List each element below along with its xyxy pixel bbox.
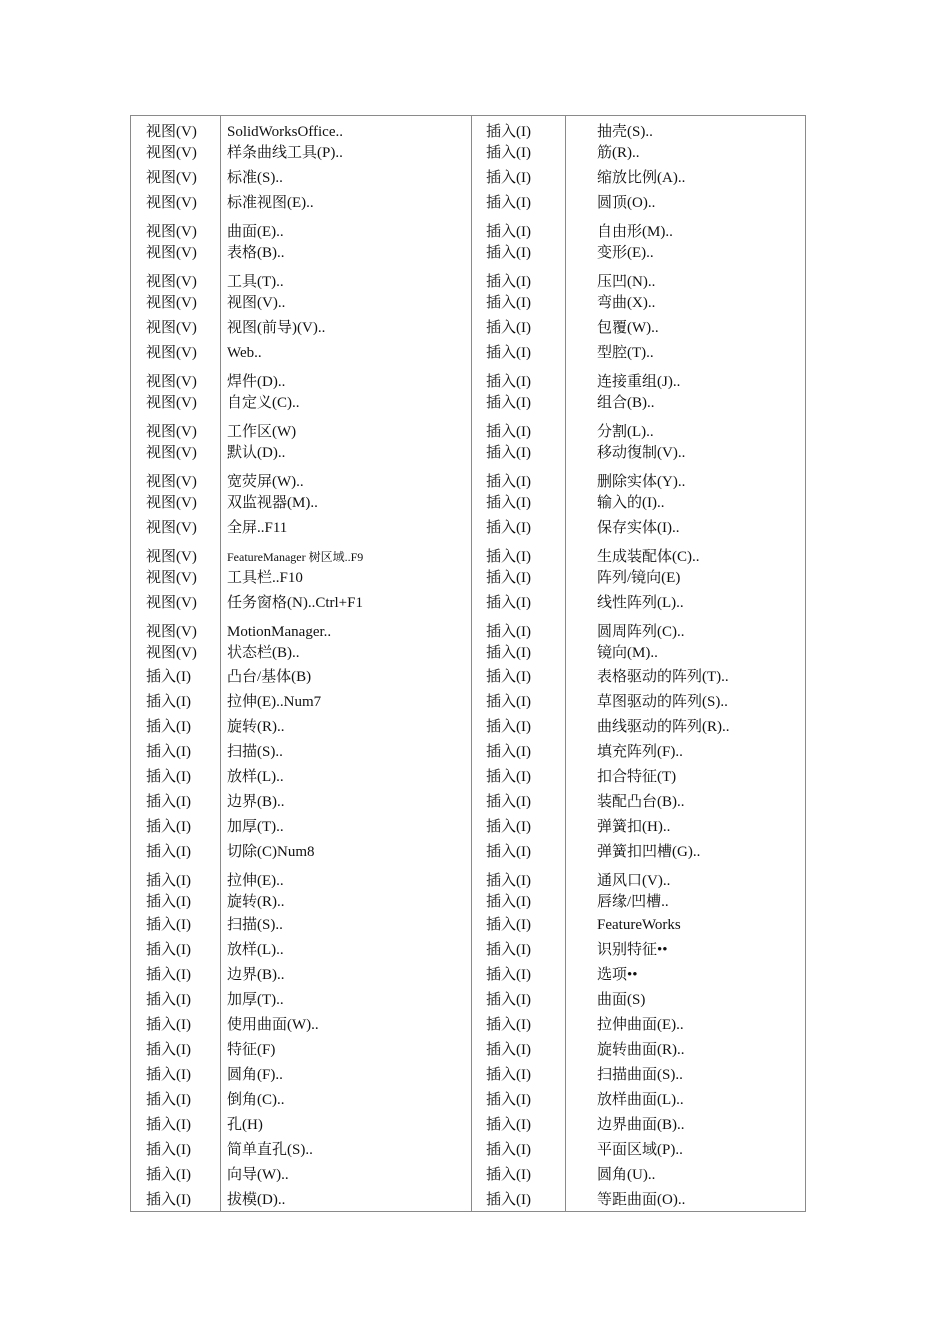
- table-row: [131, 192, 805, 214]
- table-cell: 插入(I): [486, 1042, 531, 1058]
- table-cell: 插入(I): [146, 967, 191, 983]
- table-cell: 视图(V): [146, 570, 197, 586]
- table-cell: MotionManager..: [227, 624, 332, 640]
- table-cell: 孔(H): [227, 1117, 263, 1133]
- table-cell: 曲面(S): [597, 992, 646, 1008]
- table-cell: 插入(I): [486, 719, 531, 735]
- table-cell: 插入(I): [486, 374, 531, 390]
- table-cell: 插入(I): [486, 1017, 531, 1033]
- table-row: [131, 221, 805, 243]
- table-row: [131, 317, 805, 339]
- table-cell: 唇缘/凹槽..: [597, 894, 669, 910]
- table-cell: 生成装配体(C)..: [597, 549, 700, 565]
- table-cell: 样条曲线工具(P)..: [227, 145, 343, 161]
- table-row: [131, 1164, 805, 1186]
- table-cell: 视图(V): [146, 495, 197, 511]
- table-cell: 视图(V): [146, 520, 197, 536]
- table-cell: 插入(I): [486, 495, 531, 511]
- table-cell: 连接重组(J)..: [597, 374, 681, 390]
- table-cell: 插入(I): [486, 1167, 531, 1183]
- table-cell: 插入(I): [486, 769, 531, 785]
- table-cell: 线性阵列(L)..: [597, 595, 684, 611]
- table-cell: 扫描(S)..: [227, 917, 283, 933]
- table-row: [131, 870, 805, 892]
- table-cell: 扫描(S)..: [227, 744, 283, 760]
- table-cell: 使用曲面(W)..: [227, 1017, 319, 1033]
- table-cell: 拉伸(E)..: [227, 873, 284, 889]
- table-cell: 视图(V): [146, 224, 197, 240]
- table-cell: 插入(I): [486, 145, 531, 161]
- table-cell: 插入(I): [146, 1117, 191, 1133]
- table-cell: 视图(V)..: [227, 295, 286, 311]
- table-cell: 倒角(C)..: [227, 1092, 285, 1108]
- table-cell: 移动復制(V)..: [597, 445, 686, 461]
- table-cell: 插入(I): [146, 669, 191, 685]
- table-cell: 插入(I): [486, 345, 531, 361]
- table-row: [131, 342, 805, 364]
- table-cell: 视图(前导)(V)..: [227, 320, 326, 336]
- table-cell: 双监视器(M)..: [227, 495, 318, 511]
- table-cell: 旋转(R)..: [227, 894, 285, 910]
- table-cell: 视图(V): [146, 395, 197, 411]
- table-cell: 插入(I): [146, 1167, 191, 1183]
- table-cell: 筋(R)..: [597, 145, 640, 161]
- table-row: [131, 271, 805, 293]
- table-cell: 插入(I): [146, 992, 191, 1008]
- table-cell: 表格(B)..: [227, 245, 285, 261]
- table-cell: 插入(I): [486, 274, 531, 290]
- table-cell: 插入(I): [486, 1192, 531, 1208]
- table-cell: 插入(I): [146, 794, 191, 810]
- table-cell: 插入(I): [486, 424, 531, 440]
- table-cell: 插入(I): [146, 917, 191, 933]
- table-cell: 插入(I): [486, 474, 531, 490]
- table-cell: 插入(I): [486, 794, 531, 810]
- table-row: [131, 621, 805, 643]
- table-cell: 插入(I): [146, 844, 191, 860]
- table-row: [131, 421, 805, 443]
- table-cell: 边界(B)..: [227, 967, 285, 983]
- table-cell: 镜向(M)..: [597, 645, 658, 661]
- table-cell: 分割(L)..: [597, 424, 654, 440]
- table-row: [131, 592, 805, 614]
- table-row: [131, 914, 805, 936]
- table-cell: 视图(V): [146, 124, 197, 140]
- table-cell: 特征(F): [227, 1042, 276, 1058]
- table-cell: 插入(I): [486, 894, 531, 910]
- table-row: [131, 242, 805, 264]
- table-row: [131, 816, 805, 838]
- table-cell: 阵列/镜向(E): [597, 570, 681, 586]
- table-row: [131, 891, 805, 913]
- table-row: [131, 442, 805, 464]
- table-row: [131, 471, 805, 493]
- table-row: [131, 1089, 805, 1111]
- table-cell: 圆角(F)..: [227, 1067, 283, 1083]
- table-row: [131, 546, 805, 568]
- table-cell: 插入(I): [486, 844, 531, 860]
- table-cell: 插入(I): [486, 744, 531, 760]
- table-cell: 扫描曲面(S)..: [597, 1067, 683, 1083]
- table-cell: 包覆(W)..: [597, 320, 659, 336]
- table-cell: 插入(I): [486, 669, 531, 685]
- table-cell: 插入(I): [486, 224, 531, 240]
- table-cell: 插入(I): [486, 595, 531, 611]
- table-cell: 弹簧扣(H)..: [597, 819, 671, 835]
- table-cell: 工作区(W): [227, 424, 297, 440]
- table-cell: 插入(I): [486, 124, 531, 140]
- table-cell: 插入(I): [146, 1142, 191, 1158]
- table-cell: 边界(B)..: [227, 794, 285, 810]
- table-cell: 通风口(V)..: [597, 873, 671, 889]
- table-cell: 视图(V): [146, 145, 197, 161]
- table-cell: 视图(V): [146, 474, 197, 490]
- table-row: [131, 716, 805, 738]
- table-cell: 旋转(R)..: [227, 719, 285, 735]
- table-cell: 视图(V): [146, 374, 197, 390]
- table-cell: 放样曲面(L)..: [597, 1092, 684, 1108]
- table-cell: 插入(I): [486, 942, 531, 958]
- table-cell: 插入(I): [486, 967, 531, 983]
- table-cell: 视图(V): [146, 445, 197, 461]
- table-cell: 缩放比例(A)..: [597, 170, 686, 186]
- table-cell: 插入(I): [486, 624, 531, 640]
- table-cell: 弯曲(X)..: [597, 295, 656, 311]
- table-cell: 焊件(D)..: [227, 374, 286, 390]
- table-cell: 保存实体(I)..: [597, 520, 680, 536]
- table-cell: 视图(V): [146, 245, 197, 261]
- table-cell: 工具栏..F10: [227, 570, 303, 586]
- table-row: [131, 939, 805, 961]
- table-row: [131, 1139, 805, 1161]
- table-cell: 插入(I): [486, 645, 531, 661]
- table-row: [131, 121, 805, 143]
- table-cell: 插入(I): [146, 873, 191, 889]
- table-cell: 加厚(T)..: [227, 992, 284, 1008]
- table-cell: FeatureManager 树区域..F9: [227, 550, 364, 564]
- table-cell: 变形(E)..: [597, 245, 654, 261]
- table-row: [131, 964, 805, 986]
- table-cell: 插入(I): [146, 894, 191, 910]
- table-cell: 视图(V): [146, 345, 197, 361]
- table-cell: 视图(V): [146, 170, 197, 186]
- table-cell: 切除(C)Num8: [227, 844, 315, 860]
- table-cell: 简单直孔(S)..: [227, 1142, 313, 1158]
- table-cell: 圆顶(O)..: [597, 195, 656, 211]
- table-row: [131, 142, 805, 164]
- table-row: [131, 1014, 805, 1036]
- table-cell: 插入(I): [486, 245, 531, 261]
- table-cell: 插入(I): [486, 445, 531, 461]
- table-cell: SolidWorksOffice..: [227, 124, 344, 140]
- table-row: [131, 392, 805, 414]
- table-cell: 视图(V): [146, 424, 197, 440]
- table-cell: 默认(D)..: [227, 445, 286, 461]
- table-row: [131, 1189, 805, 1211]
- table-cell: 圆周阵列(C)..: [597, 624, 685, 640]
- table-cell: 放样(L)..: [227, 769, 284, 785]
- table-cell: FeatureWorks: [597, 917, 681, 933]
- table-cell: 识别特征••: [597, 942, 668, 958]
- table-cell: 标准(S)..: [227, 170, 283, 186]
- table-cell: 插入(I): [486, 195, 531, 211]
- table-row: [131, 666, 805, 688]
- table-cell: 宽荧屏(W)..: [227, 474, 304, 490]
- table-cell: 任务窗格(N)..Ctrl+F1: [227, 595, 363, 611]
- table-cell: 自由形(M)..: [597, 224, 673, 240]
- table-cell: 旋转曲面(R)..: [597, 1042, 685, 1058]
- table-cell: 曲面(E)..: [227, 224, 284, 240]
- table-cell: 凸台/基体(B): [227, 669, 312, 685]
- table-cell: 向导(W)..: [227, 1167, 289, 1183]
- table-cell: 插入(I): [146, 1067, 191, 1083]
- table-cell: 视图(V): [146, 195, 197, 211]
- table-cell: 插入(I): [146, 819, 191, 835]
- table-cell: 圆角(U)..: [597, 1167, 656, 1183]
- table-row: [131, 841, 805, 863]
- table-cell: 表格驱动的阵列(T)..: [597, 669, 729, 685]
- table-cell: 插入(I): [486, 520, 531, 536]
- table-cell: 型腔(T)..: [597, 345, 654, 361]
- table-cell: 放样(L)..: [227, 942, 284, 958]
- table-cell: 插入(I): [486, 992, 531, 1008]
- table-cell: 拔模(D)..: [227, 1192, 286, 1208]
- table-cell: 抽壳(S)..: [597, 124, 653, 140]
- table-cell: 填充阵列(F)..: [597, 744, 683, 760]
- table-cell: 插入(I): [486, 395, 531, 411]
- table-row: [131, 691, 805, 713]
- table-cell: 曲线驱动的阵列(R)..: [597, 719, 730, 735]
- table-cell: 插入(I): [486, 873, 531, 889]
- table-cell: 选项••: [597, 967, 638, 983]
- table-cell: 视图(V): [146, 274, 197, 290]
- table-row: [131, 741, 805, 763]
- table-row: [131, 1114, 805, 1136]
- table-cell: 插入(I): [146, 744, 191, 760]
- table-cell: 视图(V): [146, 295, 197, 311]
- table-cell: 插入(I): [486, 295, 531, 311]
- table-cell: 插入(I): [486, 570, 531, 586]
- table-cell: 等距曲面(O)..: [597, 1192, 686, 1208]
- table-cell: 边界曲面(B)..: [597, 1117, 685, 1133]
- table-cell: 插入(I): [486, 917, 531, 933]
- table-cell: 插入(I): [146, 1092, 191, 1108]
- table-row: [131, 371, 805, 393]
- table-row: [131, 167, 805, 189]
- table-row: [131, 642, 805, 664]
- table-cell: 插入(I): [146, 1017, 191, 1033]
- table-cell: 状态栏(B)..: [227, 645, 300, 661]
- table-cell: 输入的(I)..: [597, 495, 665, 511]
- table-cell: Web..: [227, 345, 262, 361]
- table-cell: 视图(V): [146, 320, 197, 336]
- table-row: [131, 1064, 805, 1086]
- table-cell: 插入(I): [146, 694, 191, 710]
- table-cell: 拉伸曲面(E)..: [597, 1017, 684, 1033]
- table-cell: 插入(I): [486, 320, 531, 336]
- table-cell: 插入(I): [486, 819, 531, 835]
- table-cell: 压凹(N)..: [597, 274, 656, 290]
- table-row: [131, 1039, 805, 1061]
- table-row: [131, 567, 805, 589]
- table-row: [131, 791, 805, 813]
- table-cell: 加厚(T)..: [227, 819, 284, 835]
- table-cell: 装配凸台(B)..: [597, 794, 685, 810]
- table-cell: 草图驱动的阵列(S)..: [597, 694, 728, 710]
- table-cell: 删除实体(Y)..: [597, 474, 686, 490]
- table-cell: 扣合特征(T): [597, 769, 677, 785]
- table-cell: 标准视图(E)..: [227, 195, 314, 211]
- table-row: [131, 766, 805, 788]
- table-cell: 插入(I): [146, 1042, 191, 1058]
- table-cell: 视图(V): [146, 549, 197, 565]
- table-row: [131, 517, 805, 539]
- table-cell: 插入(I): [146, 719, 191, 735]
- table-cell: 插入(I): [146, 1192, 191, 1208]
- table-cell: 插入(I): [486, 1117, 531, 1133]
- table-row: [131, 292, 805, 314]
- table-cell: 插入(I): [486, 1142, 531, 1158]
- table-cell: 插入(I): [146, 942, 191, 958]
- table-cell: 平面区域(P)..: [597, 1142, 683, 1158]
- table-cell: 全屏..F11: [227, 520, 288, 536]
- table-cell: 工具(T)..: [227, 274, 284, 290]
- table-cell: 视图(V): [146, 645, 197, 661]
- table-cell: 插入(I): [486, 170, 531, 186]
- table-cell: 拉伸(E)..Num7: [227, 694, 322, 710]
- table-cell: 自定义(C)..: [227, 395, 300, 411]
- table-cell: 插入(I): [486, 549, 531, 565]
- table-cell: 视图(V): [146, 595, 197, 611]
- table-cell: 弹簧扣凹槽(G)..: [597, 844, 701, 860]
- table-cell: 插入(I): [486, 1067, 531, 1083]
- table-row: [131, 492, 805, 514]
- table-cell: 插入(I): [486, 694, 531, 710]
- table-cell: 组合(B)..: [597, 395, 655, 411]
- table-cell: 视图(V): [146, 624, 197, 640]
- table-row: [131, 989, 805, 1011]
- table-cell: 插入(I): [146, 769, 191, 785]
- table-cell: 插入(I): [486, 1092, 531, 1108]
- shortcut-table: [130, 115, 806, 1212]
